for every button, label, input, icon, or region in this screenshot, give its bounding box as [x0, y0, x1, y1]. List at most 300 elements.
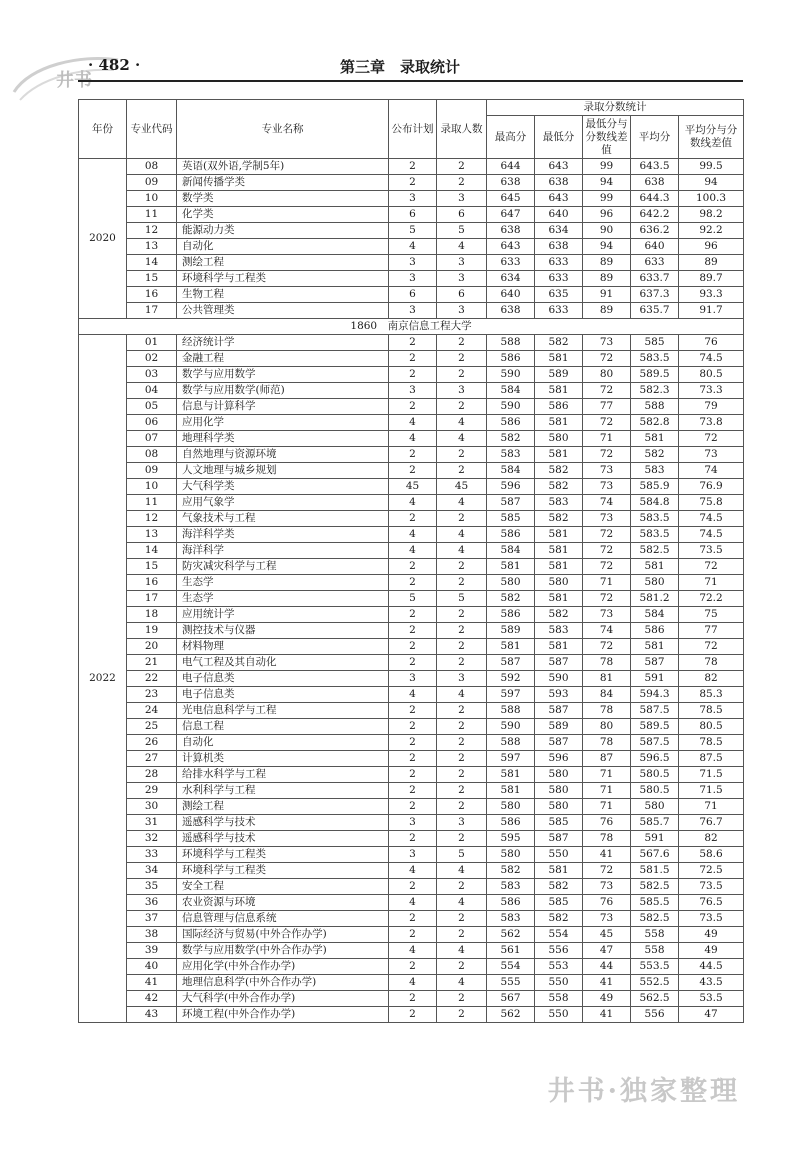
- max-cell: 561: [487, 943, 535, 959]
- max-cell: 586: [487, 351, 535, 367]
- admitted-cell: 2: [437, 175, 487, 191]
- code-cell: 12: [127, 511, 177, 527]
- plan-cell: 3: [389, 847, 437, 863]
- avg-diff-cell: 71.5: [679, 783, 744, 799]
- code-cell: 39: [127, 943, 177, 959]
- major-cell: 遥感科学与技术: [177, 815, 389, 831]
- code-cell: 30: [127, 799, 177, 815]
- admitted-cell: 2: [437, 1007, 487, 1023]
- min-cell: 582: [535, 335, 583, 351]
- max-cell: 588: [487, 335, 535, 351]
- plan-cell: 2: [389, 575, 437, 591]
- plan-cell: 2: [389, 639, 437, 655]
- code-cell: 09: [127, 463, 177, 479]
- major-cell: 经济统计学: [177, 335, 389, 351]
- avg-diff-cell: 80.5: [679, 719, 744, 735]
- min-diff-cell: 76: [583, 895, 631, 911]
- code-cell: 32: [127, 831, 177, 847]
- code-cell: 17: [127, 591, 177, 607]
- table-row: [79, 335, 744, 351]
- admitted-cell: 3: [437, 815, 487, 831]
- code-cell: 10: [127, 479, 177, 495]
- min-cell: 554: [535, 927, 583, 943]
- table-row: [79, 847, 744, 863]
- code-cell: 15: [127, 271, 177, 287]
- avg-cell: 637.3: [631, 287, 679, 303]
- major-cell: 安全工程: [177, 879, 389, 895]
- table-row: [79, 719, 744, 735]
- max-cell: 587: [487, 655, 535, 671]
- plan-cell: 2: [389, 927, 437, 943]
- admitted-cell: 2: [437, 767, 487, 783]
- major-cell: 测绘工程: [177, 255, 389, 271]
- table-row: [79, 383, 744, 399]
- admitted-cell: 5: [437, 223, 487, 239]
- avg-diff-cell: 92.2: [679, 223, 744, 239]
- table-row: [79, 815, 744, 831]
- major-cell: 环境科学与工程类: [177, 847, 389, 863]
- min-diff-cell: 73: [583, 335, 631, 351]
- avg-diff-cell: 74.5: [679, 351, 744, 367]
- avg-cell: 558: [631, 943, 679, 959]
- max-cell: 584: [487, 463, 535, 479]
- min-cell: 581: [535, 447, 583, 463]
- avg-cell: 583: [631, 463, 679, 479]
- table-row: [79, 959, 744, 975]
- max-cell: 638: [487, 303, 535, 319]
- header-min-diff: 最低分与分数线差值: [583, 116, 631, 159]
- min-cell: 550: [535, 847, 583, 863]
- min-cell: 589: [535, 719, 583, 735]
- avg-diff-cell: 78.5: [679, 735, 744, 751]
- major-cell: 计算机类: [177, 751, 389, 767]
- max-cell: 586: [487, 415, 535, 431]
- min-diff-cell: 72: [583, 559, 631, 575]
- code-cell: 10: [127, 191, 177, 207]
- avg-cell: 596.5: [631, 751, 679, 767]
- plan-cell: 4: [389, 943, 437, 959]
- min-diff-cell: 78: [583, 735, 631, 751]
- table-row: [79, 207, 744, 223]
- admitted-cell: 2: [437, 831, 487, 847]
- admitted-cell: 2: [437, 959, 487, 975]
- major-cell: 大气科学类: [177, 479, 389, 495]
- code-cell: 42: [127, 991, 177, 1007]
- code-cell: 11: [127, 207, 177, 223]
- admitted-cell: 2: [437, 399, 487, 415]
- header-code: 专业代码: [127, 100, 177, 159]
- avg-diff-cell: 72.2: [679, 591, 744, 607]
- admitted-cell: 2: [437, 639, 487, 655]
- avg-cell: 587.5: [631, 735, 679, 751]
- min-diff-cell: 71: [583, 799, 631, 815]
- admitted-cell: 2: [437, 751, 487, 767]
- min-cell: 553: [535, 959, 583, 975]
- avg-diff-cell: 100.3: [679, 191, 744, 207]
- table-row: [79, 159, 744, 175]
- avg-cell: 586: [631, 623, 679, 639]
- code-cell: 43: [127, 1007, 177, 1023]
- min-cell: 587: [535, 735, 583, 751]
- code-cell: 13: [127, 527, 177, 543]
- table-row: [79, 911, 744, 927]
- min-diff-cell: 78: [583, 831, 631, 847]
- avg-diff-cell: 89: [679, 255, 744, 271]
- avg-diff-cell: 96: [679, 239, 744, 255]
- admitted-cell: 4: [437, 543, 487, 559]
- min-cell: 634: [535, 223, 583, 239]
- plan-cell: 4: [389, 975, 437, 991]
- admitted-cell: 2: [437, 991, 487, 1007]
- plan-cell: 4: [389, 895, 437, 911]
- major-cell: 英语(双外语,学制5年): [177, 159, 389, 175]
- code-cell: 19: [127, 623, 177, 639]
- min-diff-cell: 71: [583, 767, 631, 783]
- plan-cell: 3: [389, 815, 437, 831]
- min-diff-cell: 89: [583, 271, 631, 287]
- avg-diff-cell: 78.5: [679, 703, 744, 719]
- avg-diff-cell: 76.5: [679, 895, 744, 911]
- plan-cell: 4: [389, 415, 437, 431]
- plan-cell: 2: [389, 783, 437, 799]
- avg-diff-cell: 91.7: [679, 303, 744, 319]
- major-cell: 信息工程: [177, 719, 389, 735]
- min-diff-cell: 45: [583, 927, 631, 943]
- min-diff-cell: 72: [583, 383, 631, 399]
- page-number: · 482 ·: [88, 56, 141, 74]
- major-cell: 电气工程及其自动化: [177, 655, 389, 671]
- min-diff-cell: 72: [583, 351, 631, 367]
- avg-cell: 640: [631, 239, 679, 255]
- admitted-cell: 2: [437, 351, 487, 367]
- max-cell: 595: [487, 831, 535, 847]
- avg-diff-cell: 47: [679, 1007, 744, 1023]
- header-max: 最高分: [487, 116, 535, 159]
- avg-diff-cell: 73.3: [679, 383, 744, 399]
- max-cell: 586: [487, 527, 535, 543]
- min-diff-cell: 49: [583, 991, 631, 1007]
- code-cell: 40: [127, 959, 177, 975]
- university-row: [79, 319, 744, 335]
- major-cell: 海洋科学类: [177, 527, 389, 543]
- major-cell: 信息与计算科学: [177, 399, 389, 415]
- admitted-cell: 3: [437, 671, 487, 687]
- max-cell: 583: [487, 879, 535, 895]
- max-cell: 581: [487, 767, 535, 783]
- admitted-cell: 4: [437, 943, 487, 959]
- table-row: [79, 799, 744, 815]
- max-cell: 580: [487, 799, 535, 815]
- avg-cell: 638: [631, 175, 679, 191]
- code-cell: 05: [127, 399, 177, 415]
- table-row: [79, 303, 744, 319]
- avg-diff-cell: 53.5: [679, 991, 744, 1007]
- plan-cell: 2: [389, 735, 437, 751]
- plan-cell: 2: [389, 159, 437, 175]
- min-diff-cell: 99: [583, 159, 631, 175]
- plan-cell: 3: [389, 255, 437, 271]
- max-cell: 643: [487, 239, 535, 255]
- code-cell: 26: [127, 735, 177, 751]
- min-cell: 558: [535, 991, 583, 1007]
- admitted-cell: 2: [437, 623, 487, 639]
- major-cell: 自动化: [177, 735, 389, 751]
- min-cell: 638: [535, 175, 583, 191]
- min-cell: 633: [535, 255, 583, 271]
- table-row: [79, 1007, 744, 1023]
- avg-cell: 642.2: [631, 207, 679, 223]
- plan-cell: 4: [389, 863, 437, 879]
- header-row-1: [79, 100, 744, 116]
- avg-diff-cell: 82: [679, 671, 744, 687]
- table-body-2022: [79, 335, 744, 1023]
- avg-diff-cell: 71: [679, 575, 744, 591]
- min-diff-cell: 99: [583, 191, 631, 207]
- avg-diff-cell: 79: [679, 399, 744, 415]
- min-diff-cell: 81: [583, 671, 631, 687]
- avg-cell: 581: [631, 639, 679, 655]
- min-cell: 583: [535, 495, 583, 511]
- admitted-cell: 4: [437, 863, 487, 879]
- min-cell: 581: [535, 591, 583, 607]
- plan-cell: 2: [389, 367, 437, 383]
- code-cell: 14: [127, 543, 177, 559]
- avg-diff-cell: 72.5: [679, 863, 744, 879]
- code-cell: 38: [127, 927, 177, 943]
- min-cell: 580: [535, 575, 583, 591]
- min-cell: 643: [535, 191, 583, 207]
- admitted-cell: 2: [437, 799, 487, 815]
- min-diff-cell: 74: [583, 623, 631, 639]
- plan-cell: 2: [389, 991, 437, 1007]
- code-cell: 17: [127, 303, 177, 319]
- min-cell: 590: [535, 671, 583, 687]
- avg-diff-cell: 74.5: [679, 511, 744, 527]
- avg-diff-cell: 73.8: [679, 415, 744, 431]
- table-row: [79, 623, 744, 639]
- admitted-cell: 2: [437, 447, 487, 463]
- avg-cell: 585.9: [631, 479, 679, 495]
- max-cell: 586: [487, 895, 535, 911]
- avg-diff-cell: 75.8: [679, 495, 744, 511]
- min-cell: 589: [535, 367, 583, 383]
- avg-diff-cell: 82: [679, 831, 744, 847]
- plan-cell: 2: [389, 607, 437, 623]
- avg-diff-cell: 87.5: [679, 751, 744, 767]
- admitted-cell: 2: [437, 911, 487, 927]
- table-row: [79, 287, 744, 303]
- avg-cell: 633.7: [631, 271, 679, 287]
- max-cell: 562: [487, 927, 535, 943]
- min-cell: 582: [535, 511, 583, 527]
- admitted-cell: 2: [437, 367, 487, 383]
- table-row: [79, 943, 744, 959]
- min-diff-cell: 72: [583, 591, 631, 607]
- avg-diff-cell: 72: [679, 559, 744, 575]
- major-cell: 遥感科学与技术: [177, 831, 389, 847]
- avg-cell: 585.7: [631, 815, 679, 831]
- min-diff-cell: 89: [583, 255, 631, 271]
- table-row: [79, 607, 744, 623]
- table-row: [79, 431, 744, 447]
- max-cell: 586: [487, 607, 535, 623]
- code-cell: 36: [127, 895, 177, 911]
- max-cell: 554: [487, 959, 535, 975]
- major-cell: 生态学: [177, 591, 389, 607]
- admitted-cell: 2: [437, 719, 487, 735]
- table-row: [79, 559, 744, 575]
- max-cell: 584: [487, 543, 535, 559]
- avg-cell: 585.5: [631, 895, 679, 911]
- admitted-cell: 4: [437, 431, 487, 447]
- plan-cell: 4: [389, 431, 437, 447]
- code-cell: 37: [127, 911, 177, 927]
- avg-cell: 582.5: [631, 911, 679, 927]
- max-cell: 588: [487, 703, 535, 719]
- admitted-cell: 4: [437, 495, 487, 511]
- table-row: [79, 191, 744, 207]
- plan-cell: 2: [389, 751, 437, 767]
- major-cell: 新闻传播学类: [177, 175, 389, 191]
- avg-diff-cell: 80.5: [679, 367, 744, 383]
- avg-diff-cell: 98.2: [679, 207, 744, 223]
- major-cell: 数学与应用数学: [177, 367, 389, 383]
- table-row: [79, 927, 744, 943]
- avg-cell: 584: [631, 607, 679, 623]
- min-diff-cell: 74: [583, 495, 631, 511]
- min-diff-cell: 78: [583, 655, 631, 671]
- plan-cell: 2: [389, 463, 437, 479]
- major-cell: 环境科学与工程类: [177, 271, 389, 287]
- max-cell: 562: [487, 1007, 535, 1023]
- major-cell: 电子信息类: [177, 671, 389, 687]
- max-cell: 597: [487, 687, 535, 703]
- min-diff-cell: 73: [583, 911, 631, 927]
- min-cell: 550: [535, 975, 583, 991]
- avg-cell: 562.5: [631, 991, 679, 1007]
- plan-cell: 2: [389, 351, 437, 367]
- plan-cell: 3: [389, 271, 437, 287]
- min-diff-cell: 41: [583, 847, 631, 863]
- major-cell: 公共管理类: [177, 303, 389, 319]
- max-cell: 580: [487, 847, 535, 863]
- avg-cell: 585: [631, 335, 679, 351]
- table-row: [79, 767, 744, 783]
- plan-cell: 4: [389, 527, 437, 543]
- table-row: [79, 447, 744, 463]
- code-cell: 28: [127, 767, 177, 783]
- avg-cell: 589.5: [631, 719, 679, 735]
- avg-cell: 594.3: [631, 687, 679, 703]
- max-cell: 638: [487, 223, 535, 239]
- major-cell: 水利科学与工程: [177, 783, 389, 799]
- max-cell: 590: [487, 399, 535, 415]
- max-cell: 586: [487, 815, 535, 831]
- min-cell: 581: [535, 559, 583, 575]
- admitted-cell: 2: [437, 335, 487, 351]
- plan-cell: 2: [389, 511, 437, 527]
- max-cell: 596: [487, 479, 535, 495]
- avg-cell: 583.5: [631, 527, 679, 543]
- min-diff-cell: 89: [583, 303, 631, 319]
- major-cell: 能源动力类: [177, 223, 389, 239]
- min-diff-cell: 73: [583, 607, 631, 623]
- table-row: [79, 639, 744, 655]
- major-cell: 数学与应用数学(师范): [177, 383, 389, 399]
- max-cell: 640: [487, 287, 535, 303]
- major-cell: 金融工程: [177, 351, 389, 367]
- table-row: [79, 751, 744, 767]
- max-cell: 592: [487, 671, 535, 687]
- major-cell: 给排水科学与工程: [177, 767, 389, 783]
- code-cell: 27: [127, 751, 177, 767]
- avg-diff-cell: 73.5: [679, 911, 744, 927]
- table-row: [79, 879, 744, 895]
- admitted-cell: 2: [437, 655, 487, 671]
- avg-diff-cell: 72: [679, 431, 744, 447]
- major-cell: 应用统计学: [177, 607, 389, 623]
- avg-cell: 558: [631, 927, 679, 943]
- major-cell: 应用化学(中外合作办学): [177, 959, 389, 975]
- plan-cell: 2: [389, 623, 437, 639]
- min-cell: 587: [535, 703, 583, 719]
- admitted-cell: 4: [437, 687, 487, 703]
- code-cell: 29: [127, 783, 177, 799]
- header-avg: 平均分: [631, 116, 679, 159]
- avg-cell: 582: [631, 447, 679, 463]
- code-cell: 22: [127, 671, 177, 687]
- min-cell: 580: [535, 799, 583, 815]
- avg-diff-cell: 72: [679, 639, 744, 655]
- plan-cell: 2: [389, 703, 437, 719]
- header-major: 专业名称: [177, 100, 389, 159]
- avg-cell: 581: [631, 431, 679, 447]
- avg-diff-cell: 99.5: [679, 159, 744, 175]
- avg-cell: 580: [631, 799, 679, 815]
- min-cell: 582: [535, 879, 583, 895]
- code-cell: 35: [127, 879, 177, 895]
- major-cell: 人文地理与城乡规划: [177, 463, 389, 479]
- avg-cell: 583.5: [631, 511, 679, 527]
- min-cell: 585: [535, 815, 583, 831]
- table-row: [79, 415, 744, 431]
- plan-cell: 3: [389, 383, 437, 399]
- plan-cell: 2: [389, 559, 437, 575]
- avg-diff-cell: 76.9: [679, 479, 744, 495]
- major-cell: 大气科学(中外合作办学): [177, 991, 389, 1007]
- max-cell: 587: [487, 495, 535, 511]
- major-cell: 农业资源与环境: [177, 895, 389, 911]
- min-cell: 635: [535, 287, 583, 303]
- max-cell: 582: [487, 431, 535, 447]
- min-cell: 580: [535, 783, 583, 799]
- major-cell: 电子信息类: [177, 687, 389, 703]
- header-min: 最低分: [535, 116, 583, 159]
- min-diff-cell: 91: [583, 287, 631, 303]
- admitted-cell: 5: [437, 847, 487, 863]
- major-cell: 地理信息科学(中外合作办学): [177, 975, 389, 991]
- min-cell: 580: [535, 767, 583, 783]
- major-cell: 生物工程: [177, 287, 389, 303]
- min-cell: 586: [535, 399, 583, 415]
- plan-cell: 2: [389, 959, 437, 975]
- plan-cell: 2: [389, 335, 437, 351]
- min-diff-cell: 41: [583, 975, 631, 991]
- admitted-cell: 2: [437, 607, 487, 623]
- avg-diff-cell: 73.5: [679, 543, 744, 559]
- plan-cell: 6: [389, 207, 437, 223]
- min-diff-cell: 73: [583, 463, 631, 479]
